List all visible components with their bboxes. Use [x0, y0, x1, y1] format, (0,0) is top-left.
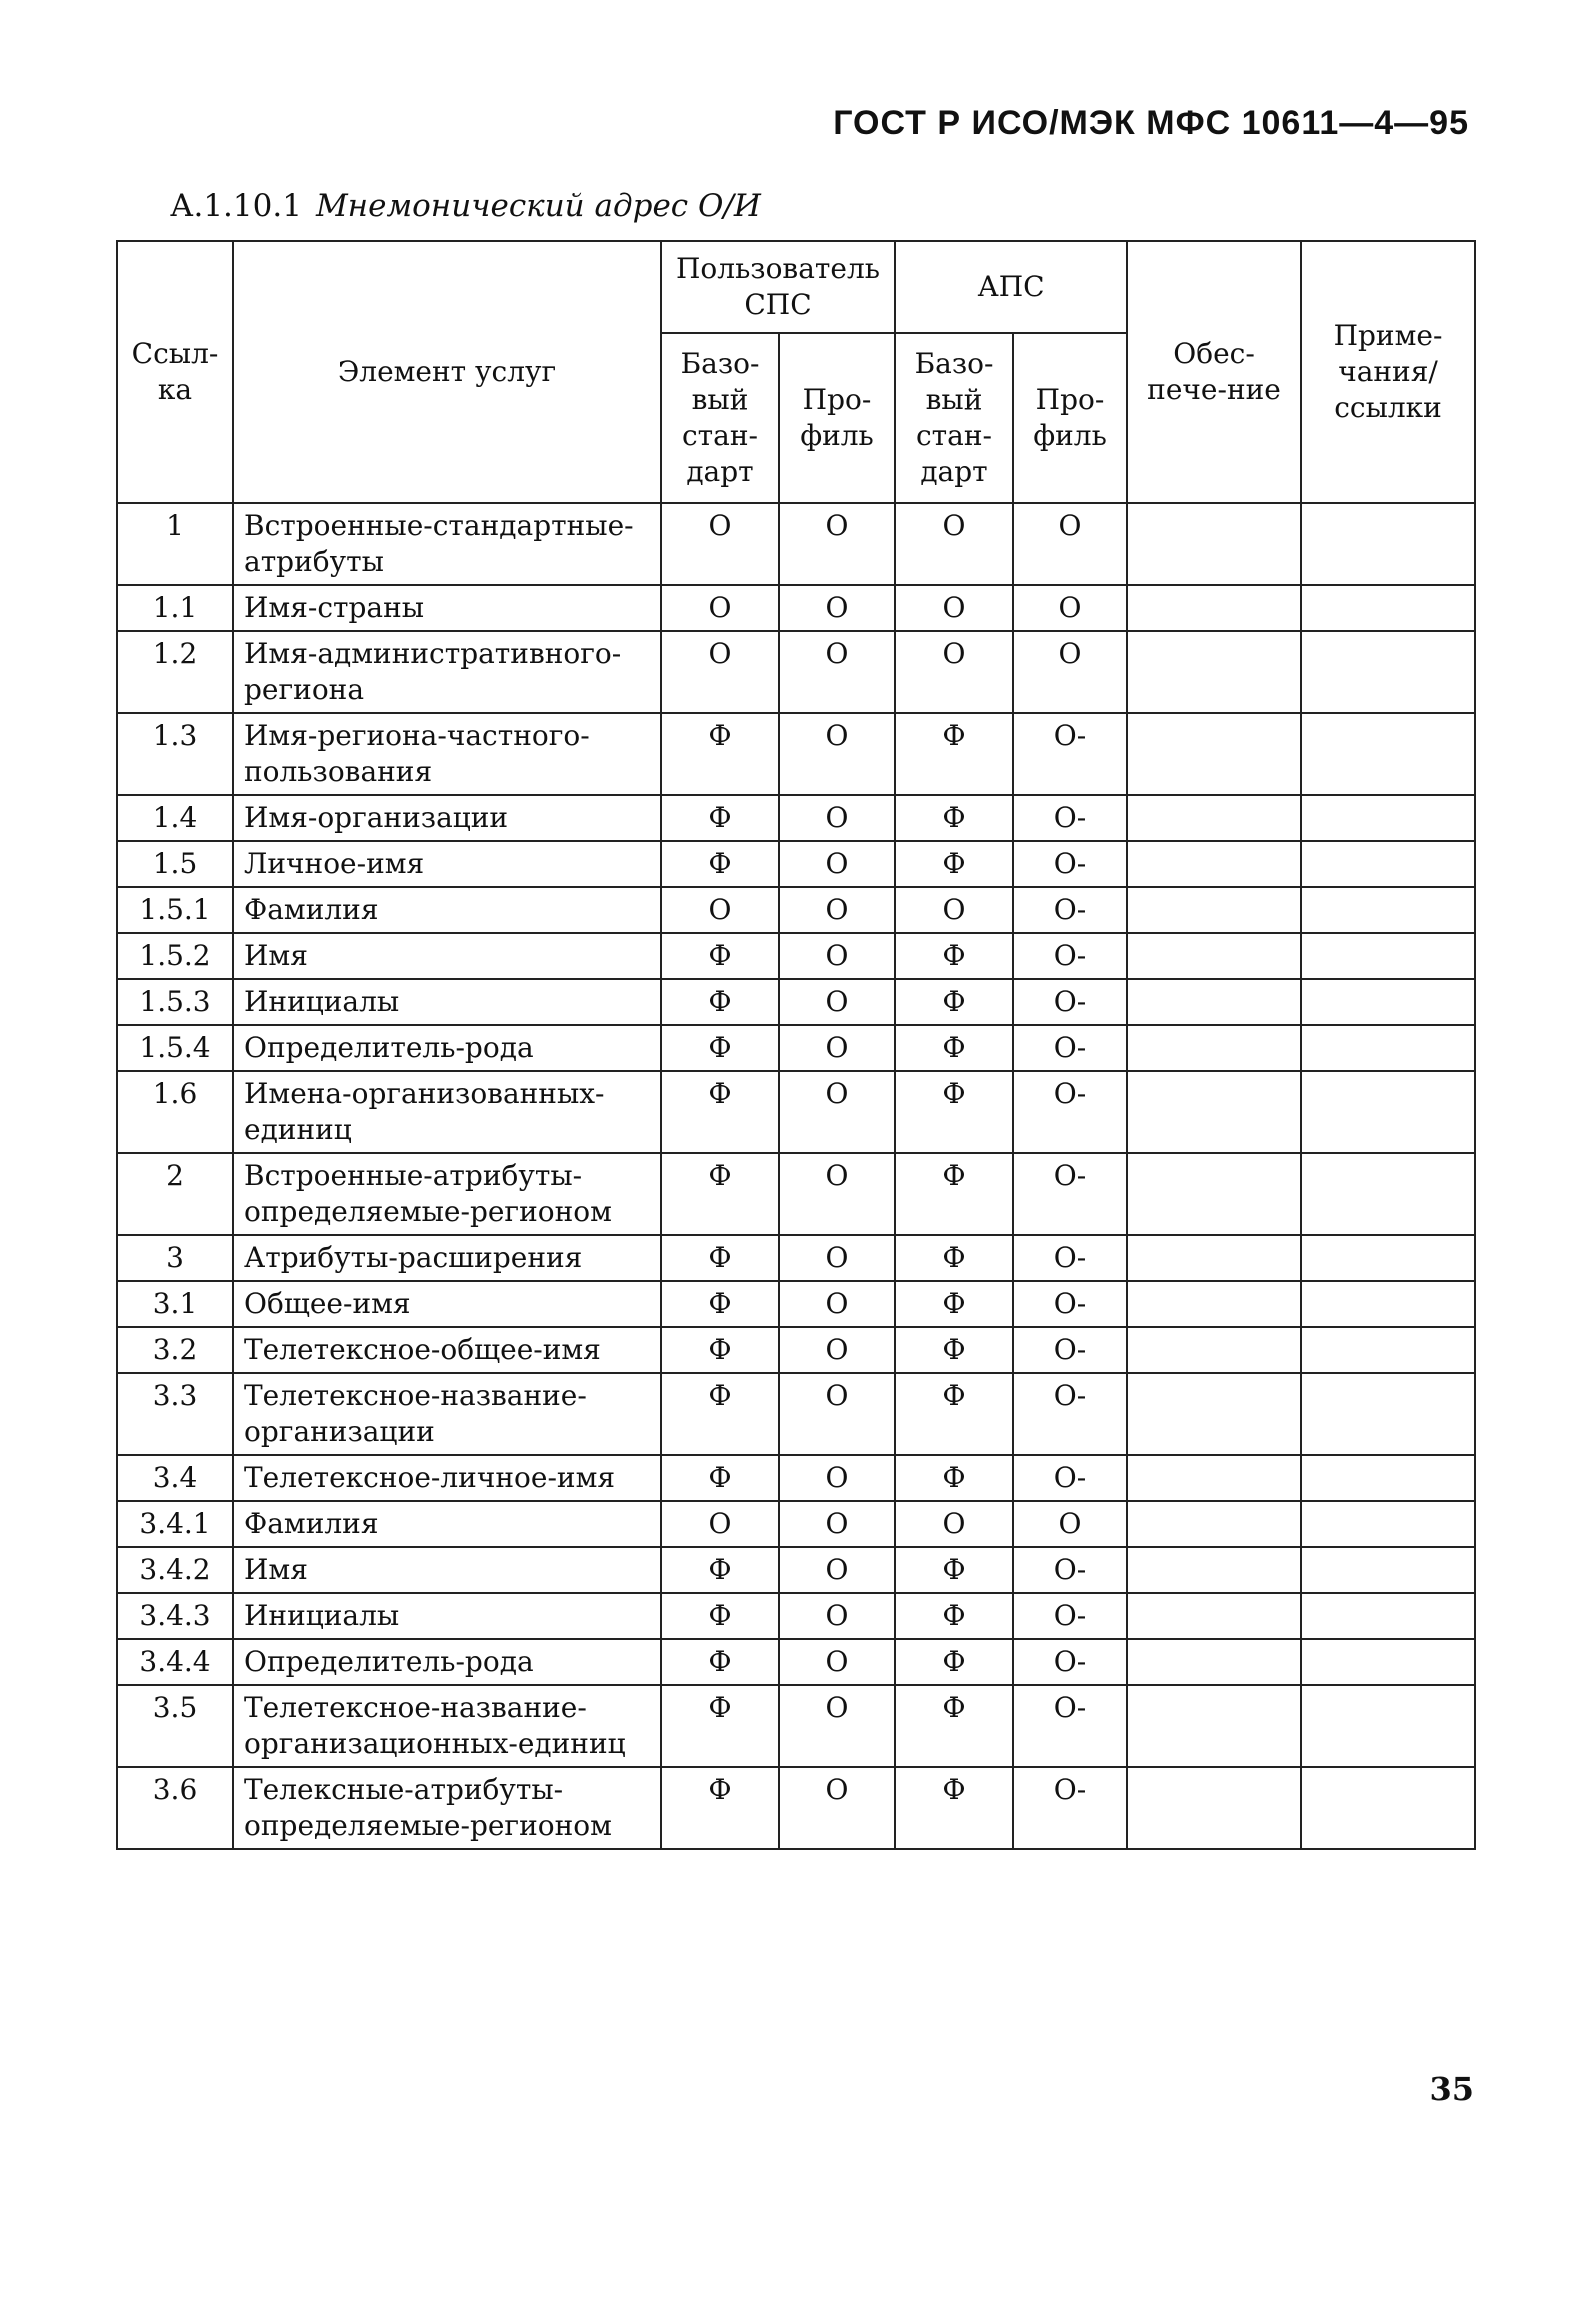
row-notes	[1301, 1455, 1475, 1501]
row-aps-profile: О-	[1013, 795, 1127, 841]
row-provision	[1127, 585, 1301, 631]
profile-table	[116, 240, 1476, 1850]
row-notes	[1301, 585, 1475, 631]
row-provision	[1127, 979, 1301, 1025]
row-element-name: Имя	[233, 933, 661, 979]
row-user-basic: Ф	[661, 795, 779, 841]
row-provision	[1127, 1235, 1301, 1281]
row-aps-profile: О-	[1013, 1153, 1127, 1235]
row-ref: 1	[117, 503, 233, 585]
row-notes	[1301, 503, 1475, 585]
row-ref: 1.6	[117, 1071, 233, 1153]
row-aps-basic: Ф	[895, 1235, 1013, 1281]
row-aps-basic: Ф	[895, 1025, 1013, 1071]
row-provision	[1127, 887, 1301, 933]
row-provision	[1127, 1373, 1301, 1455]
row-user-basic: Ф	[661, 1153, 779, 1235]
row-ref: 3.4.2	[117, 1547, 233, 1593]
row-element-name: Телексные-атрибуты-определяемые-регионом	[233, 1767, 661, 1849]
row-user-basic: О	[661, 887, 779, 933]
table-row	[117, 795, 1475, 841]
row-element-name: Имя-страны	[233, 585, 661, 631]
header-user-basic: Базо-вый стан-дарт	[661, 333, 779, 503]
row-aps-basic: Ф	[895, 1639, 1013, 1685]
row-ref: 3.5	[117, 1685, 233, 1767]
row-user-profile: О	[779, 1153, 895, 1235]
row-element-name: Имя-региона-частного-пользования	[233, 713, 661, 795]
page-number: 35	[1429, 2070, 1474, 2108]
row-provision	[1127, 1547, 1301, 1593]
row-aps-basic: Ф	[895, 1593, 1013, 1639]
header-notes: Приме-чания/ ссылки	[1301, 241, 1475, 503]
row-provision	[1127, 631, 1301, 713]
row-notes	[1301, 933, 1475, 979]
row-user-profile: О	[779, 1685, 895, 1767]
row-notes	[1301, 979, 1475, 1025]
row-aps-basic: Ф	[895, 1767, 1013, 1849]
row-user-profile: О	[779, 503, 895, 585]
row-provision	[1127, 1025, 1301, 1071]
row-user-basic: Ф	[661, 1685, 779, 1767]
row-element-name: Имя-организации	[233, 795, 661, 841]
row-ref: 1.5.4	[117, 1025, 233, 1071]
row-notes	[1301, 1639, 1475, 1685]
row-ref: 3.2	[117, 1327, 233, 1373]
row-aps-basic: О	[895, 631, 1013, 713]
row-provision	[1127, 795, 1301, 841]
caption-number: А.1.10.1	[170, 188, 302, 224]
row-element-name: Встроенные-атрибуты-определяемые-регионом	[233, 1153, 661, 1235]
row-element-name: Имена-организованных-единиц	[233, 1071, 661, 1153]
row-ref: 1.5.2	[117, 933, 233, 979]
row-user-basic: О	[661, 503, 779, 585]
row-notes	[1301, 1153, 1475, 1235]
row-notes	[1301, 1501, 1475, 1547]
row-aps-profile: О	[1013, 631, 1127, 713]
row-element-name: Телетексное-личное-имя	[233, 1455, 661, 1501]
row-user-basic: Ф	[661, 1547, 779, 1593]
row-provision	[1127, 1071, 1301, 1153]
row-ref: 1.4	[117, 795, 233, 841]
row-element-name: Определитель-рода	[233, 1025, 661, 1071]
row-provision	[1127, 1153, 1301, 1235]
row-provision	[1127, 1501, 1301, 1547]
table-row	[117, 1071, 1475, 1153]
row-user-profile: О	[779, 1455, 895, 1501]
row-user-profile: О	[779, 1639, 895, 1685]
row-user-basic: Ф	[661, 841, 779, 887]
table-row	[117, 1327, 1475, 1373]
row-aps-basic: Ф	[895, 795, 1013, 841]
row-aps-profile: О-	[1013, 1455, 1127, 1501]
row-aps-profile: О-	[1013, 933, 1127, 979]
row-user-basic: Ф	[661, 1025, 779, 1071]
header-element: Элемент услуг	[233, 241, 661, 503]
table-row	[117, 713, 1475, 795]
row-aps-basic: Ф	[895, 1071, 1013, 1153]
row-ref: 1.5	[117, 841, 233, 887]
row-element-name: Телетексное-название-организационных-единиц	[233, 1685, 661, 1767]
row-notes	[1301, 1373, 1475, 1455]
row-aps-basic: О	[895, 503, 1013, 585]
row-aps-basic: Ф	[895, 979, 1013, 1025]
row-aps-profile: О-	[1013, 1593, 1127, 1639]
row-user-basic: Ф	[661, 1281, 779, 1327]
row-aps-profile: О-	[1013, 841, 1127, 887]
row-aps-profile: О-	[1013, 979, 1127, 1025]
row-aps-basic: Ф	[895, 1373, 1013, 1455]
row-user-basic: Ф	[661, 1639, 779, 1685]
table-row	[117, 1235, 1475, 1281]
table-row	[117, 1639, 1475, 1685]
row-aps-basic: Ф	[895, 1327, 1013, 1373]
row-aps-profile: О-	[1013, 1025, 1127, 1071]
row-aps-profile: О	[1013, 503, 1127, 585]
row-user-profile: О	[779, 713, 895, 795]
table-row	[117, 631, 1475, 713]
row-ref: 1.1	[117, 585, 233, 631]
row-provision	[1127, 1593, 1301, 1639]
row-provision	[1127, 1685, 1301, 1767]
row-aps-profile: О-	[1013, 1547, 1127, 1593]
row-ref: 3.4.3	[117, 1593, 233, 1639]
row-aps-basic: Ф	[895, 1281, 1013, 1327]
row-notes	[1301, 1767, 1475, 1849]
row-aps-basic: Ф	[895, 841, 1013, 887]
row-provision	[1127, 503, 1301, 585]
row-ref: 2	[117, 1153, 233, 1235]
row-user-basic: О	[661, 1501, 779, 1547]
row-user-profile: О	[779, 585, 895, 631]
row-user-profile: О	[779, 1593, 895, 1639]
row-notes	[1301, 631, 1475, 713]
row-notes	[1301, 1235, 1475, 1281]
table-row	[117, 585, 1475, 631]
row-user-profile: О	[779, 1025, 895, 1071]
caption-title: Мнемонический адрес О/И	[315, 188, 761, 224]
row-ref: 3.4	[117, 1455, 233, 1501]
row-aps-basic: Ф	[895, 1455, 1013, 1501]
table-row	[117, 1455, 1475, 1501]
table-row	[117, 1593, 1475, 1639]
row-notes	[1301, 1281, 1475, 1327]
table-row	[117, 1685, 1475, 1767]
row-aps-basic: Ф	[895, 1547, 1013, 1593]
row-element-name: Определитель-рода	[233, 1639, 661, 1685]
row-ref: 3.1	[117, 1281, 233, 1327]
row-element-name: Атрибуты-расширения	[233, 1235, 661, 1281]
row-ref: 1.5.1	[117, 887, 233, 933]
row-user-profile: О	[779, 1501, 895, 1547]
row-provision	[1127, 1639, 1301, 1685]
row-element-name: Фамилия	[233, 1501, 661, 1547]
row-notes	[1301, 1025, 1475, 1071]
row-aps-basic: Ф	[895, 713, 1013, 795]
row-element-name: Общее-имя	[233, 1281, 661, 1327]
row-user-basic: Ф	[661, 1593, 779, 1639]
table-row	[117, 1025, 1475, 1071]
row-aps-basic: Ф	[895, 1685, 1013, 1767]
row-aps-basic: Ф	[895, 933, 1013, 979]
row-provision	[1127, 933, 1301, 979]
table-row	[117, 979, 1475, 1025]
row-user-profile: О	[779, 1071, 895, 1153]
row-user-profile: О	[779, 1327, 895, 1373]
row-aps-profile: О-	[1013, 1685, 1127, 1767]
row-element-name: Телетексное-общее-имя	[233, 1327, 661, 1373]
row-element-name: Встроенные-стандартные-атрибуты	[233, 503, 661, 585]
document-header: ГОСТ Р ИСО/МЭК МФС 10611—4—95	[833, 104, 1469, 142]
row-aps-profile: О-	[1013, 1767, 1127, 1849]
row-user-profile: О	[779, 887, 895, 933]
row-notes	[1301, 1593, 1475, 1639]
row-element-name: Фамилия	[233, 887, 661, 933]
row-user-profile: О	[779, 1547, 895, 1593]
row-user-basic: Ф	[661, 1767, 779, 1849]
row-notes	[1301, 1547, 1475, 1593]
row-user-profile: О	[779, 1281, 895, 1327]
row-element-name: Инициалы	[233, 979, 661, 1025]
row-aps-basic: О	[895, 585, 1013, 631]
row-notes	[1301, 887, 1475, 933]
row-user-profile: О	[779, 933, 895, 979]
row-ref: 3.3	[117, 1373, 233, 1455]
row-aps-profile: О	[1013, 585, 1127, 631]
row-user-basic: Ф	[661, 1373, 779, 1455]
row-user-profile: О	[779, 841, 895, 887]
header-user-profile: Про-филь	[779, 333, 895, 503]
row-user-profile: О	[779, 979, 895, 1025]
row-ref: 3	[117, 1235, 233, 1281]
table-row	[117, 933, 1475, 979]
row-user-profile: О	[779, 1767, 895, 1849]
row-notes	[1301, 795, 1475, 841]
row-aps-profile: О-	[1013, 713, 1127, 795]
row-aps-profile: О-	[1013, 1327, 1127, 1373]
row-provision	[1127, 1455, 1301, 1501]
header-aps-profile: Про-филь	[1013, 333, 1127, 503]
table-row	[117, 1547, 1475, 1593]
table-row	[117, 1281, 1475, 1327]
row-notes	[1301, 841, 1475, 887]
table-body	[117, 503, 1475, 1849]
row-user-profile: О	[779, 795, 895, 841]
table-row	[117, 1767, 1475, 1849]
row-notes	[1301, 1685, 1475, 1767]
table-row	[117, 1373, 1475, 1455]
header-aps-basic: Базо-вый стан-дарт	[895, 333, 1013, 503]
row-notes	[1301, 1327, 1475, 1373]
row-element-name: Инициалы	[233, 1593, 661, 1639]
table-row	[117, 1153, 1475, 1235]
row-provision	[1127, 1281, 1301, 1327]
row-user-basic: О	[661, 631, 779, 713]
row-ref: 1.3	[117, 713, 233, 795]
header-group-user: Пользователь СПС	[661, 241, 895, 333]
row-user-profile: О	[779, 1373, 895, 1455]
row-aps-profile: О-	[1013, 1373, 1127, 1455]
row-user-basic: Ф	[661, 979, 779, 1025]
row-provision	[1127, 1767, 1301, 1849]
row-user-basic: О	[661, 585, 779, 631]
row-aps-profile: О-	[1013, 1071, 1127, 1153]
table-row	[117, 887, 1475, 933]
table-row	[117, 1501, 1475, 1547]
row-aps-profile: О-	[1013, 1235, 1127, 1281]
row-aps-basic: О	[895, 1501, 1013, 1547]
row-provision	[1127, 1327, 1301, 1373]
header-ref: Ссыл-ка	[117, 241, 233, 503]
row-aps-basic: О	[895, 887, 1013, 933]
row-user-basic: Ф	[661, 1071, 779, 1153]
row-ref: 3.4.4	[117, 1639, 233, 1685]
row-aps-profile: О-	[1013, 1281, 1127, 1327]
row-element-name: Личное-имя	[233, 841, 661, 887]
table-row	[117, 841, 1475, 887]
row-aps-basic: Ф	[895, 1153, 1013, 1235]
row-notes	[1301, 1071, 1475, 1153]
row-provision	[1127, 841, 1301, 887]
row-aps-profile: О	[1013, 1501, 1127, 1547]
row-notes	[1301, 713, 1475, 795]
header-provision: Обес-пече-ние	[1127, 241, 1301, 503]
row-user-basic: Ф	[661, 933, 779, 979]
row-user-profile: О	[779, 631, 895, 713]
table-row	[117, 503, 1475, 585]
row-user-basic: Ф	[661, 1455, 779, 1501]
row-element-name: Имя	[233, 1547, 661, 1593]
header-group-aps: АПС	[895, 241, 1127, 333]
row-ref: 1.5.3	[117, 979, 233, 1025]
row-user-profile: О	[779, 1235, 895, 1281]
row-provision	[1127, 713, 1301, 795]
row-user-basic: Ф	[661, 1235, 779, 1281]
row-aps-profile: О-	[1013, 1639, 1127, 1685]
table-caption	[170, 188, 761, 224]
row-user-basic: Ф	[661, 1327, 779, 1373]
row-element-name: Телетексное-название-организации	[233, 1373, 661, 1455]
row-ref: 3.6	[117, 1767, 233, 1849]
row-element-name: Имя-административного-региона	[233, 631, 661, 713]
row-ref: 3.4.1	[117, 1501, 233, 1547]
row-aps-profile: О-	[1013, 887, 1127, 933]
row-user-basic: Ф	[661, 713, 779, 795]
row-ref: 1.2	[117, 631, 233, 713]
